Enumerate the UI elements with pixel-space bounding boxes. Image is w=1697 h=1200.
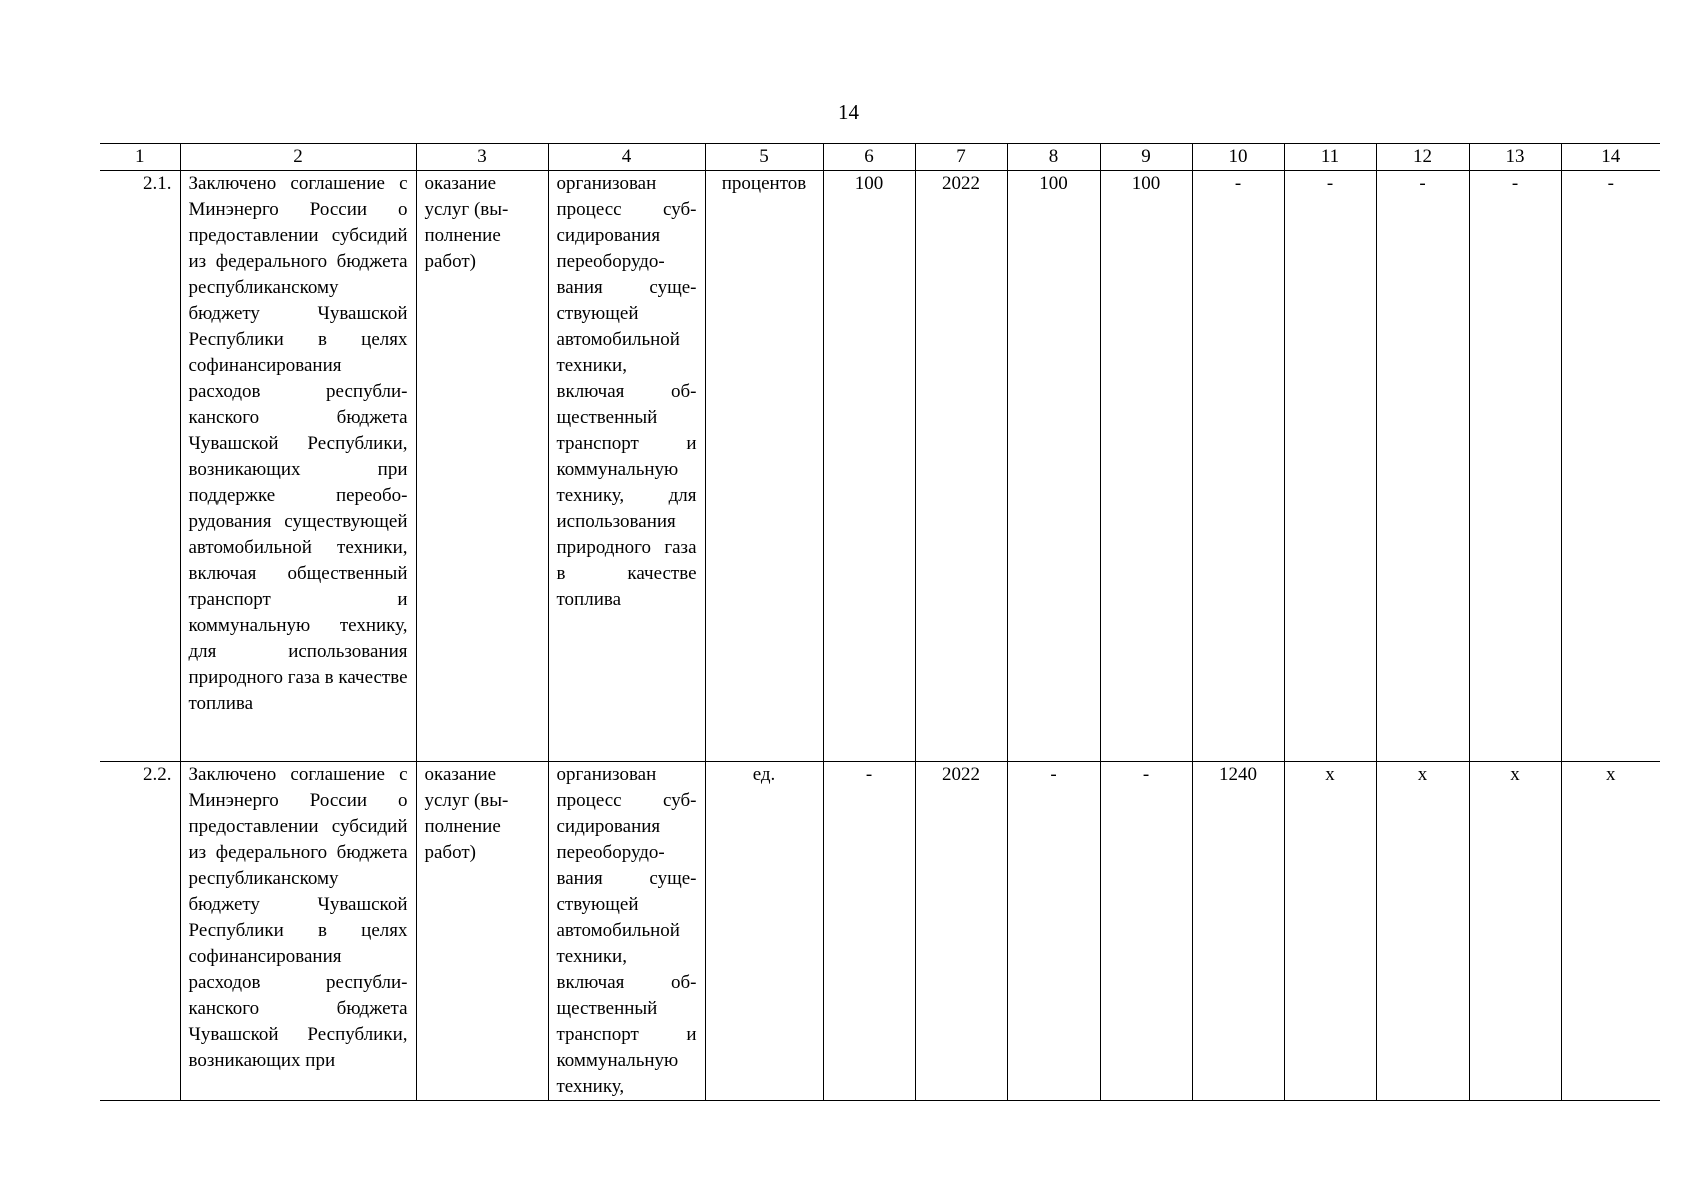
column-header: 14 <box>1561 144 1660 171</box>
cell-col-8: 100 <box>1007 171 1100 762</box>
cell-col-7: 2022 <box>915 171 1007 762</box>
cell-col-14: х <box>1561 762 1660 1101</box>
table-row <box>100 762 1660 1101</box>
column-header: 4 <box>548 144 705 171</box>
cell-col-13: х <box>1469 762 1561 1101</box>
column-header: 13 <box>1469 144 1561 171</box>
cell-col-7: 2022 <box>915 762 1007 1101</box>
column-header: 5 <box>705 144 823 171</box>
cell-col-6: 100 <box>823 171 915 762</box>
table-header-row <box>100 144 1660 171</box>
cell-col-10: - <box>1192 171 1284 762</box>
cell-col-9: - <box>1100 762 1192 1101</box>
row-type: оказание услуг (выполнение работ) <box>416 171 548 762</box>
row-number: 2.1. <box>100 171 180 762</box>
column-header: 8 <box>1007 144 1100 171</box>
row-unit: ед. <box>705 762 823 1101</box>
cell-col-12: - <box>1376 171 1469 762</box>
column-header: 11 <box>1284 144 1376 171</box>
row-description: Заключено соглашение с Минэнерго России о предоставлении субсидий из федерального бюджета республиканскому бюджету Чувашской Республики в целях софинансирования расходов республиканского бюджета Чувашской Республики, возникающих при <box>180 762 416 1101</box>
row-number: 2.2. <box>100 762 180 1101</box>
cell-col-14: - <box>1561 171 1660 762</box>
cell-col-13: - <box>1469 171 1561 762</box>
row-unit: процентов <box>705 171 823 762</box>
cell-col-11: х <box>1284 762 1376 1101</box>
row-type: оказание услуг (выполнение работ) <box>416 762 548 1101</box>
column-header: 12 <box>1376 144 1469 171</box>
cell-col-10: 1240 <box>1192 762 1284 1101</box>
table-row <box>100 171 1660 762</box>
column-header: 3 <box>416 144 548 171</box>
cell-col-11: - <box>1284 171 1376 762</box>
cell-col-12: х <box>1376 762 1469 1101</box>
row-result: организован процесс субсидирования переоборудования существующей автомобильной техники, включая общественный транспорт и коммунальную технику, для использования природного газа в качестве топлива <box>548 171 705 762</box>
results-table <box>100 143 1660 1101</box>
cell-col-8: - <box>1007 762 1100 1101</box>
row-description: Заключено соглашение с Минэнерго России о предоставлении субсидий из федерального бюджета республиканскому бюджету Чувашской Республики в целях софинансирования расходов республиканского бюджета Чувашской Республики, возникающих при поддержке переоборудования существующей автомобильной техники, включая общественный транспорт и коммунальную технику, для использования природного газа в качестве топлива <box>180 171 416 762</box>
column-header: 9 <box>1100 144 1192 171</box>
cell-col-6: - <box>823 762 915 1101</box>
column-header: 10 <box>1192 144 1284 171</box>
column-header: 2 <box>180 144 416 171</box>
column-header: 7 <box>915 144 1007 171</box>
row-result: организован процесс субсидирования переоборудования существующей автомобильной техники, включая общественный транспорт и коммунальную технику, <box>548 762 705 1101</box>
column-header: 6 <box>823 144 915 171</box>
page-number: 14 <box>838 100 859 124</box>
column-header: 1 <box>100 144 180 171</box>
cell-col-9: 100 <box>1100 171 1192 762</box>
